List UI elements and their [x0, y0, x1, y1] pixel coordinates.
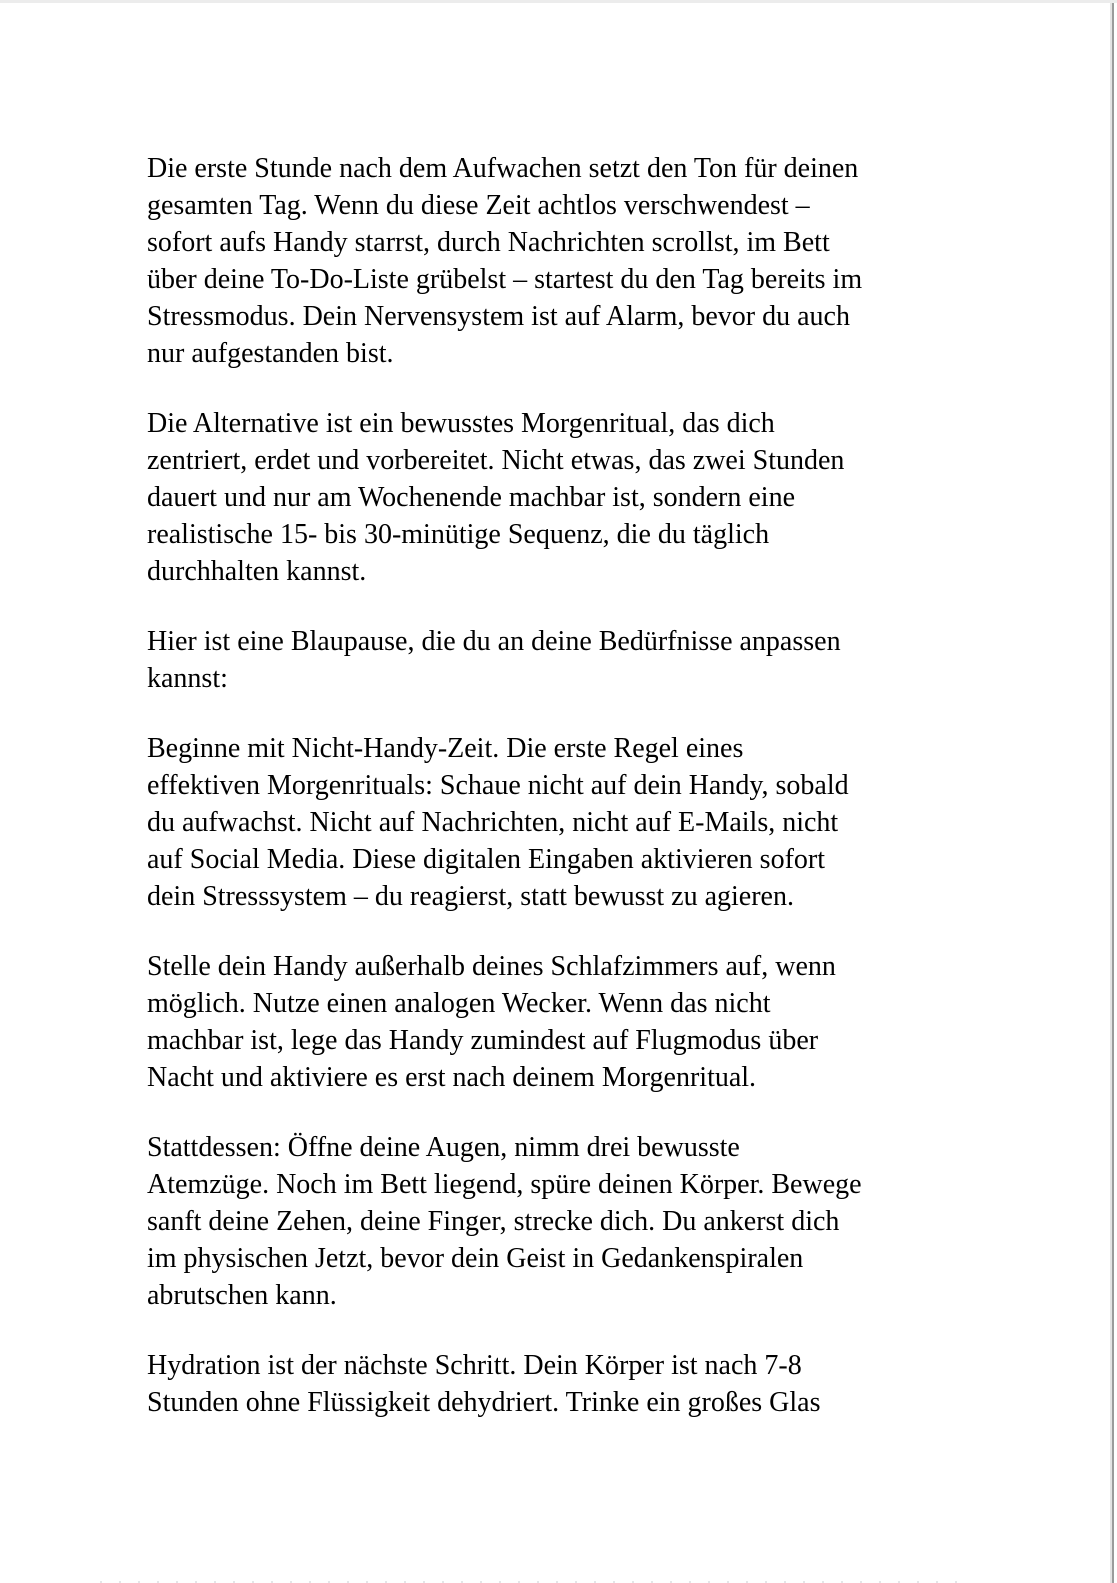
text-line: abrutschen kann.	[147, 1280, 337, 1311]
text-line: kannst:	[147, 663, 228, 694]
text-line: im physischen Jetzt, bevor dein Geist in Gedankenspiralen	[147, 1243, 804, 1274]
paragraph-3	[147, 623, 967, 697]
text-line: Stelle dein Handy außerhalb deines Schlafzimmers auf, wenn	[147, 951, 836, 982]
text-line: durchhalten kannst.	[147, 556, 367, 587]
text-line: realistische 15- bis 30-minütige Sequenz, die du täglich	[147, 519, 770, 550]
paragraph-6	[147, 1129, 967, 1314]
document-text-area	[147, 150, 967, 1454]
paragraph-1	[147, 150, 967, 372]
text-line: über deine To-Do-Liste grübelst – startest du den Tag bereits im	[147, 264, 863, 295]
text-line: nur aufgestanden bist.	[147, 338, 394, 369]
text-line: dauert und nur am Wochenende machbar ist, sondern eine	[147, 482, 796, 513]
text-line: Stattdessen: Öffne deine Augen, nimm drei bewusste	[147, 1132, 740, 1163]
text-line: sofort aufs Handy starrst, durch Nachrichten scrollst, im Bett	[147, 227, 830, 258]
paragraph-7	[147, 1347, 967, 1421]
paragraph-5	[147, 948, 967, 1096]
text-line: dein Stresssystem – du reagierst, statt bewusst zu agieren.	[147, 881, 794, 912]
text-line: Atemzüge. Noch im Bett liegend, spüre deinen Körper. Bewege	[147, 1169, 862, 1200]
text-line: Stunden ohne Flüssigkeit dehydriert. Trinke ein großes Glas	[147, 1387, 821, 1418]
text-line: zentriert, erdet und vorbereitet. Nicht etwas, das zwei Stunden	[147, 445, 845, 476]
page-right-divider-line	[1112, 3, 1114, 1583]
text-line: auf Social Media. Diese digitalen Eingaben aktivieren sofort	[147, 844, 826, 875]
text-line: Die Alternative ist ein bewusstes Morgenritual, das dich	[147, 408, 775, 439]
text-line: machbar ist, lege das Handy zumindest auf Flugmodus über	[147, 1025, 819, 1056]
text-line: du aufwachst. Nicht auf Nachrichten, nicht auf E-Mails, nicht	[147, 807, 839, 838]
text-line: Nacht und aktiviere es erst nach deinem Morgenritual.	[147, 1062, 757, 1093]
top-edge-strip	[0, 0, 1117, 3]
paragraph-2	[147, 405, 967, 590]
text-line: Stressmodus. Dein Nervensystem ist auf Alarm, bevor du auch	[147, 301, 850, 332]
text-line: gesamten Tag. Wenn du diese Zeit achtlos verschwendest –	[147, 190, 810, 221]
text-line: effektiven Morgenrituals: Schaue nicht auf dein Handy, sobald	[147, 770, 849, 801]
text-line: Die erste Stunde nach dem Aufwachen setzt den Ton für deinen	[147, 153, 859, 184]
text-line: möglich. Nutze einen analogen Wecker. Wenn das nicht	[147, 988, 771, 1019]
text-line: Beginne mit Nicht-Handy-Zeit. Die erste Regel eines	[147, 733, 744, 764]
paragraph-4	[147, 730, 967, 915]
text-line: sanft deine Zehen, deine Finger, strecke dich. Du ankerst dich	[147, 1206, 840, 1237]
text-line: Hydration ist der nächste Schritt. Dein Körper ist nach 7-8	[147, 1350, 802, 1381]
text-line: Hier ist eine Blaupause, die du an deine Bedürfnisse anpassen	[147, 626, 841, 657]
scrollbar-track[interactable]	[1112, 3, 1117, 1583]
